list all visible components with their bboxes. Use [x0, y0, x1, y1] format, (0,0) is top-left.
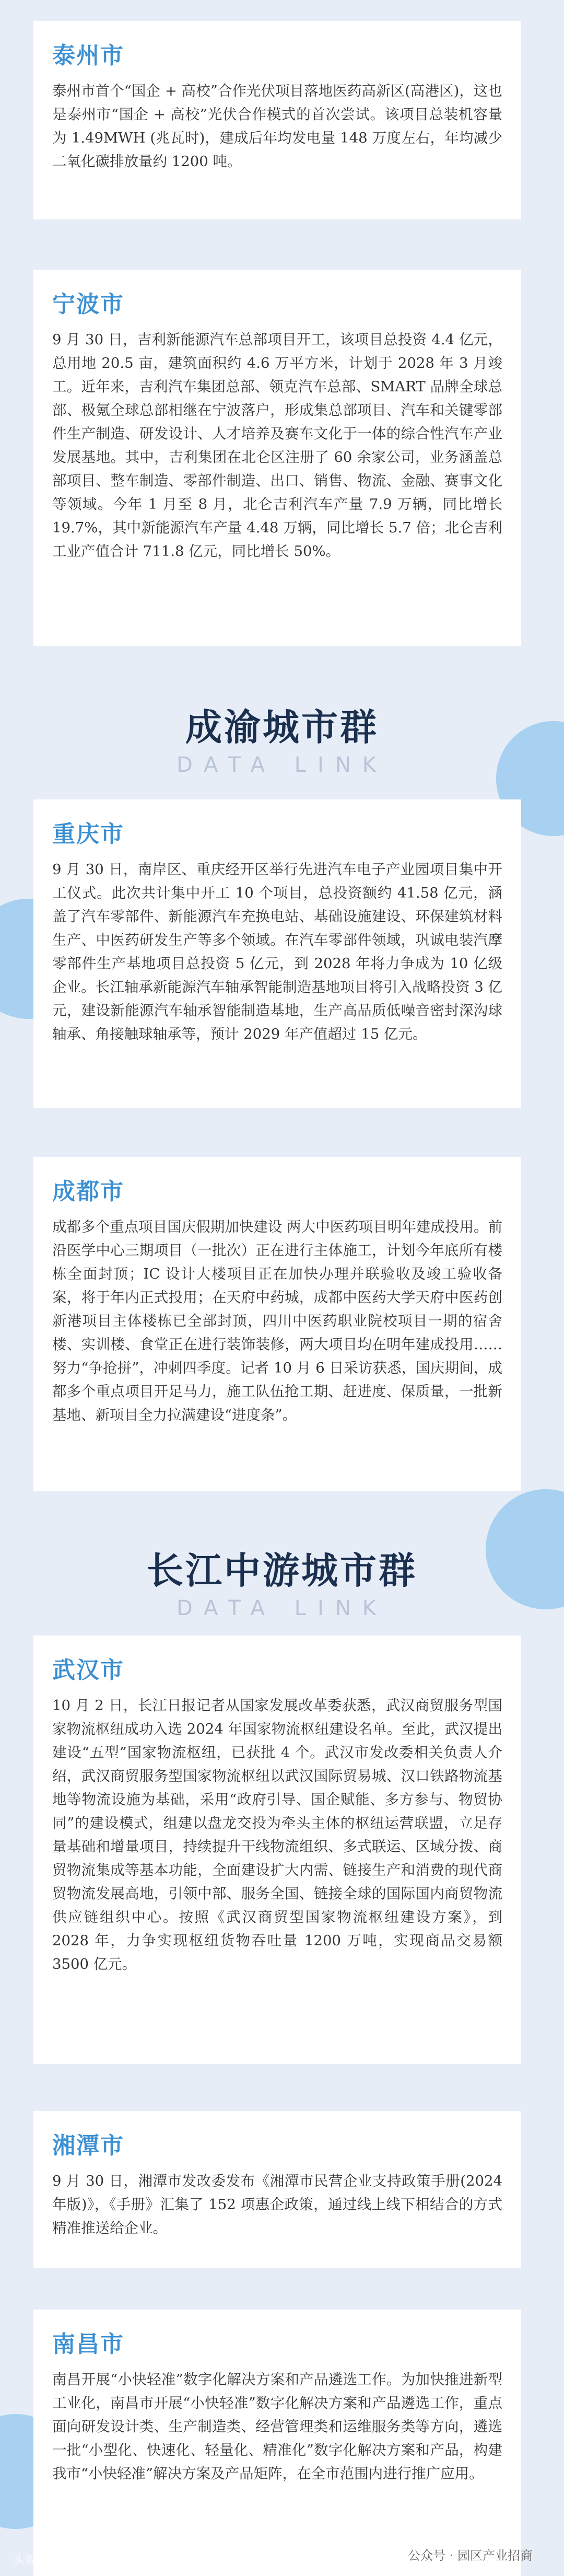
section-title: 长江中游城市群	[147, 1549, 417, 1592]
city-name: 南昌市	[52, 2331, 124, 2358]
watermark-right: 公众号 · 园区产业招商	[408, 2548, 533, 2563]
city-card-xiangtan	[33, 2111, 521, 2268]
city-name: 湘潭市	[52, 2132, 124, 2159]
city-name: 宁波市	[52, 291, 124, 318]
city-news-text: 9 月 30 日，南岸区、重庆经开区举行先进汽车电子产业园项目集中开工仪式。此次共计集中开工 10 个项目，总投资额约 41.58 亿元，涵盖了汽车零部件、新能源汽车充换电站、基础设施建设、环保建筑材料生产、中医药研发生产等多个领域。在汽车零部件领域，巩诚电装汽摩零部件生产基地项目总投资 5 亿元，到 2028 年将力争成为 10 亿级企业。长江轴承新能源汽车轴承智能制造基地项目将引入战略投资 3 亿元，建设新能源汽车轴承智能制造基地，生产高品质低噪音密封深沟球轴承、角接触球轴承等，预计 2029 年产值超过 15 亿元。	[52, 861, 502, 1042]
city-card-ningbo	[33, 270, 521, 646]
city-name: 成都市	[52, 1178, 124, 1205]
city-card-chongqing	[33, 799, 521, 1108]
city-news-text: 10 月 2 日，长江日报记者从国家发展改革委获悉，武汉商贸服务型国家物流枢纽成功入选 2024 年国家物流枢纽建设名单。至此，武汉提出建设“五型”国家物流枢纽，已获批 4 个。武汉市发改委相关负责人介绍，武汉商贸服务型国家物流枢纽以武汉国际贸易城、汉口铁路物流基地等物流设施为基础，采用“政府引导、国企赋能、多方参与、物贸协同”的建设模式，组建以盘龙交投为牵头主体的枢纽运营联盟，立足存量基础和增量项目，持续提升干线物流组织、多式联运、区域分拨、商贸物流集成等基本功能，全面建设扩大内需、链接生产和消费的现代商贸物流发展高地，引领中部、服务全国、链接全球的国际国内商贸物流供应链组织中心。按照《武汉商贸型国家物流枢纽建设方案》，到 2028 年，力争实现枢纽货物吞吐量 1200 万吨，实现商品交易额 3500 亿元。	[52, 1697, 502, 1972]
city-news-text: 泰州市首个“国企 + 高校”合作光伏项目落地医药高新区(高港区)，这也是泰州市“国企 + 高校”光伏合作模式的首次尝试。该项目总装机容量为 1.49MWH (兆瓦时)，建成后年均发电量 148 万度左右，年均减少二氧化碳排放量约 1200 吨。	[52, 83, 502, 170]
city-card-chengdu	[33, 1157, 521, 1491]
section-subtitle: DATA LINK	[177, 1596, 387, 1620]
section-header-changjiang	[0, 1541, 564, 1620]
city-card-nanchang	[33, 2310, 521, 2576]
city-name: 武汉市	[52, 1657, 124, 1684]
city-news-text: 9 月 30 日，湘潭市发改委发布《湘潭市民营企业支持政策手册(2024 年版)》，《手册》汇集了 152 项惠企政策，通过线上线下相结合的方式精准推送给企业。	[52, 2173, 502, 2236]
city-name: 重庆市	[52, 821, 124, 848]
section-header-chengyu	[0, 698, 564, 777]
city-news-text: 9 月 30 日，吉利新能源汽车总部项目开工，该项目总投资 4.4 亿元，总用地 20.5 亩，建筑面积约 4.6 万平方米，计划于 2028 年 3 月竣工。近年来，吉利汽车集团总部、领克汽车总部、SMART 品牌全球总部、极氪全球总部相继在宁波落户，形成集总部项目、汽车和关键零部件生产制造、研发设计、人才培养及赛车文化于一体的综合性汽车产业发展基地。其中，吉利集团在北仑区注册了 60 余家公司，业务涵盖总部项目、整车制造、零部件制造、出口、销售、物流、金融、赛事文化等领域。今年 1 月至 8 月，北仑吉利汽车产量 7.9 万辆，同比增长 19.7%，其中新能源汽车产量 4.48 万辆，同比增长 5.7 倍；北仑吉利工业产值合计 711.8 亿元，同比增长 50%。	[52, 331, 502, 560]
watermark-left: 头条@园区	[14, 2554, 66, 2566]
city-card-taizhou	[33, 21, 521, 219]
section-title: 成渝城市群	[185, 705, 379, 749]
section-subtitle: DATA LINK	[177, 753, 387, 777]
city-card-wuhan	[33, 1635, 521, 2064]
city-name: 泰州市	[52, 42, 124, 69]
city-news-text: 成都多个重点项目国庆假期加快建设 两大中医药项目明年建成投用。前沿医学中心三期项目（一批次）正在进行主体施工，计划今年底所有楼栋全面封顶；IC 设计大楼项目正在加快办理并联验收及竣工验收备案，将于年内正式投用；在天府中药城，成都中医药大学天府中医药创新港项目主体楼栋已全部封顶，四川中医药职业院校项目一期的宿舍楼、实训楼、食堂正在进行装饰装修，两大项目均在明年建成投用……努力“争抢拼”，冲刺四季度。记者 10 月 6 日采访获悉，国庆期间，成都多个重点项目开足马力，施工队伍抢工期、赶进度、保质量，一批新基地、新项目全力拉满建设“进度条”。	[52, 1219, 502, 1423]
city-news-text: 南昌开展“小快轻准”数字化解决方案和产品遴选工作。为加快推进新型工业化，南昌市开展“小快轻准”数字化解决方案和产品遴选工作，重点面向研发设计类、生产制造类、经营管理类和运维服务类等方向，遴选一批“小型化、快速化、轻量化、精准化”数字化解决方案和产品，构建我市“小快轻准”解决方案及产品矩阵，在全市范围内进行推广应用。	[52, 2371, 502, 2482]
